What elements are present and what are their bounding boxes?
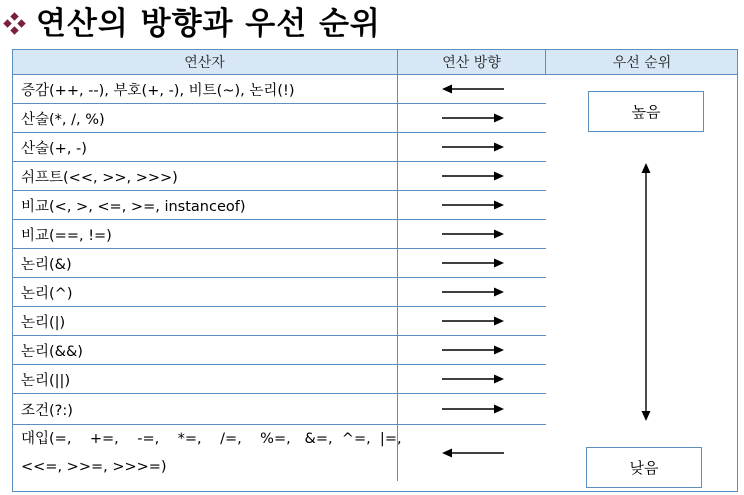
direction-cell bbox=[398, 191, 546, 219]
operator-text: 산술(*, /, %) bbox=[21, 111, 105, 128]
direction-cell bbox=[398, 394, 546, 424]
operator-cell bbox=[12, 75, 398, 103]
direction-cell bbox=[398, 220, 546, 248]
operator-cell bbox=[12, 307, 398, 335]
direction-cell bbox=[398, 365, 546, 393]
table-row bbox=[12, 336, 546, 365]
direction-cell bbox=[398, 278, 546, 306]
table-row bbox=[12, 425, 546, 481]
direction-cell bbox=[398, 75, 546, 103]
left-arrow-icon bbox=[442, 448, 504, 458]
operator-text: 논리(||) bbox=[21, 372, 71, 389]
table-row bbox=[12, 133, 546, 162]
right-arrow-icon bbox=[442, 345, 504, 355]
header-priority: 우선 순위 bbox=[546, 49, 738, 75]
operator-cell bbox=[12, 162, 398, 190]
operator-cell bbox=[12, 425, 402, 481]
right-arrow-icon bbox=[442, 287, 504, 297]
direction-cell bbox=[398, 425, 546, 481]
right-arrow-icon bbox=[442, 171, 504, 181]
operator-text: 증감(++, --), 부호(+, -), 비트(~), 논리(!) bbox=[21, 82, 295, 99]
direction-cell bbox=[398, 249, 546, 277]
right-arrow-icon bbox=[442, 404, 504, 414]
direction-cell bbox=[398, 307, 546, 335]
operator-text-line2: <<=, >>=, >>>=) bbox=[21, 459, 167, 475]
direction-cell bbox=[398, 104, 546, 132]
table-row bbox=[12, 394, 546, 425]
right-arrow-icon bbox=[442, 316, 504, 326]
operator-text: 논리(|) bbox=[21, 314, 66, 331]
operator-cell bbox=[12, 104, 398, 132]
direction-cell bbox=[398, 336, 546, 364]
operator-text: 조건(?:) bbox=[21, 402, 73, 419]
operator-cell bbox=[12, 278, 398, 306]
operator-cell bbox=[12, 336, 398, 364]
table-row bbox=[12, 104, 546, 133]
operator-text: 산술(+, -) bbox=[21, 140, 87, 157]
operator-cell bbox=[12, 249, 398, 277]
page-title bbox=[2, 4, 381, 44]
right-arrow-icon bbox=[442, 229, 504, 239]
operator-cell bbox=[12, 394, 398, 424]
header-operator: 연산자 bbox=[12, 49, 398, 75]
operator-text: 쉬프트(<<, >>, >>>) bbox=[21, 169, 178, 186]
priority-column bbox=[546, 75, 738, 492]
table-row bbox=[12, 162, 546, 191]
operator-text: 논리(^) bbox=[21, 285, 73, 302]
title-text: 연산의 방향과 우선 순위 bbox=[36, 6, 381, 42]
priority-low-box: 낮음 bbox=[586, 447, 702, 488]
priority-high-box: 높음 bbox=[588, 91, 704, 132]
operator-text: 논리(&) bbox=[21, 256, 72, 273]
table-row bbox=[12, 278, 546, 307]
table-row bbox=[12, 249, 546, 278]
operator-cell bbox=[12, 365, 398, 393]
table-row bbox=[12, 220, 546, 249]
operator-text: 논리(&&) bbox=[21, 343, 83, 360]
operator-cell bbox=[12, 220, 398, 248]
table-row bbox=[12, 75, 546, 104]
operator-cell bbox=[12, 133, 398, 161]
operator-text: 비교(==, !=) bbox=[21, 227, 112, 244]
right-arrow-icon bbox=[442, 200, 504, 210]
table-row bbox=[12, 307, 546, 336]
direction-cell bbox=[398, 133, 546, 161]
diamond-bullet-icon bbox=[2, 11, 28, 37]
operator-text: 비교(<, >, <=, >=, instanceof) bbox=[21, 198, 246, 215]
priority-double-arrow-icon bbox=[640, 163, 652, 421]
right-arrow-icon bbox=[442, 142, 504, 152]
operator-priority-table bbox=[12, 49, 738, 492]
direction-cell bbox=[398, 162, 546, 190]
right-arrow-icon bbox=[442, 113, 504, 123]
header-direction: 연산 방향 bbox=[398, 49, 546, 75]
right-arrow-icon bbox=[442, 258, 504, 268]
operator-text-line1: 대입(=, +=, -=, *=, /=, %=, &=, ^=, |=, bbox=[21, 431, 402, 447]
left-arrow-icon bbox=[442, 84, 504, 94]
operator-cell bbox=[12, 191, 398, 219]
table-row bbox=[12, 365, 546, 394]
table-row bbox=[12, 191, 546, 220]
right-arrow-icon bbox=[442, 374, 504, 384]
